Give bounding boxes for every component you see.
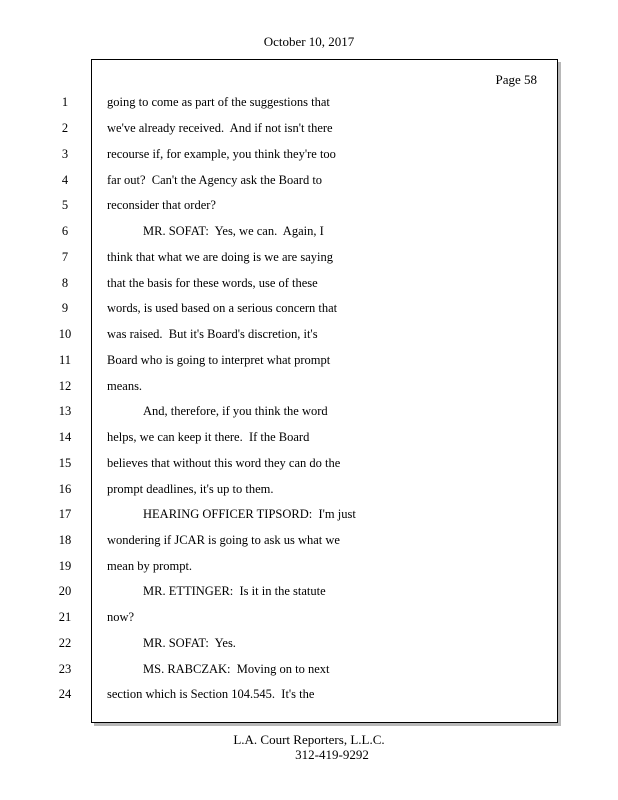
transcript-line: MR. ETTINGER: Is it in the statute <box>143 584 326 598</box>
line-number: 10 <box>58 327 72 341</box>
line-number: 1 <box>61 95 69 109</box>
transcript-line: MS. RABCZAK: Moving on to next <box>143 662 330 676</box>
transcript-line: we've already received. And if not isn't there <box>107 121 333 135</box>
footer <box>0 732 618 762</box>
transcript-line: helps, we can keep it there. If the Board <box>107 430 310 444</box>
line-number: 11 <box>58 353 72 367</box>
line-number: 16 <box>58 482 72 496</box>
transcript-line: think that what we are doing is we are saying <box>107 250 333 264</box>
line-number: 19 <box>58 559 72 573</box>
transcript-line: section which is Section 104.545. It's the <box>107 687 315 701</box>
transcript-line: MR. SOFAT: Yes, we can. Again, I <box>143 224 324 238</box>
transcript-line: mean by prompt. <box>107 559 193 573</box>
transcript-line: far out? Can't the Agency ask the Board to <box>107 173 323 187</box>
transcript-line: recourse if, for example, you think they're too <box>107 147 336 161</box>
line-number: 9 <box>61 301 69 315</box>
transcript-line: prompt deadlines, it's up to them. <box>107 482 274 496</box>
line-number: 5 <box>61 198 69 212</box>
page-number: Page 58 <box>495 72 537 87</box>
line-number: 6 <box>61 224 69 238</box>
line-number: 21 <box>58 610 72 624</box>
transcript-line: HEARING OFFICER TIPSORD: I'm just <box>143 507 356 521</box>
line-number: 13 <box>58 404 72 418</box>
transcript-date: October 10, 2017 <box>263 34 355 49</box>
reporter-company: L.A. Court Reporters, L.L.C. <box>233 732 385 747</box>
transcript-page-frame <box>91 59 558 723</box>
line-number: 8 <box>61 276 69 290</box>
transcript-line: means. <box>107 379 143 393</box>
reporter-phone: 312-419-9292 <box>295 747 369 762</box>
transcript-line: words, is used based on a serious concern that <box>107 301 338 315</box>
transcript-line: now? <box>107 610 135 624</box>
line-number: 2 <box>61 121 69 135</box>
line-number: 7 <box>61 250 69 264</box>
transcript-line: believes that without this word they can do the <box>107 456 341 470</box>
transcript-line: And, therefore, if you think the word <box>143 404 328 418</box>
transcript-line: going to come as part of the suggestions that <box>107 95 330 109</box>
line-number: 24 <box>58 687 72 701</box>
transcript-line: wondering if JCAR is going to ask us what we <box>107 533 340 547</box>
line-number: 23 <box>58 662 72 676</box>
transcript-line: MR. SOFAT: Yes. <box>143 636 236 650</box>
transcript-line: reconsider that order? <box>107 198 216 212</box>
line-number: 4 <box>61 173 69 187</box>
line-number: 17 <box>58 507 72 521</box>
transcript-line: was raised. But it's Board's discretion, it's <box>107 327 318 341</box>
line-number: 3 <box>61 147 69 161</box>
line-number: 22 <box>58 636 72 650</box>
line-number: 14 <box>58 430 72 444</box>
transcript-line: Board who is going to interpret what prompt <box>107 353 331 367</box>
line-number: 15 <box>58 456 72 470</box>
line-number: 12 <box>58 379 72 393</box>
line-number: 18 <box>58 533 72 547</box>
line-number: 20 <box>58 584 72 598</box>
transcript-line: that the basis for these words, use of these <box>107 276 318 290</box>
